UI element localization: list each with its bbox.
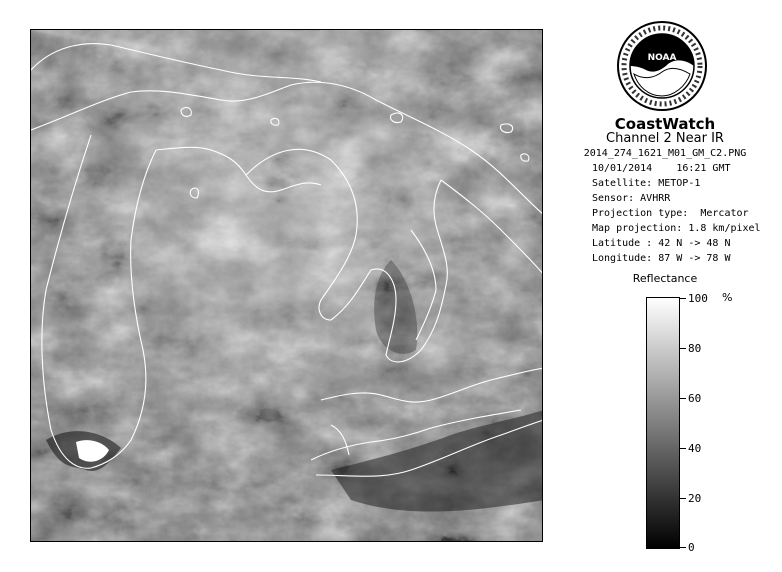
- logo-text: NOAA: [647, 53, 677, 63]
- channel-label: Channel 2 Near IR: [606, 131, 724, 146]
- satellite-map: [30, 29, 543, 542]
- legend-unit: %: [722, 291, 733, 304]
- info-panel: [560, 20, 770, 560]
- longitude-label: Longitude: 87 W -> 78 W: [592, 253, 731, 264]
- projection-type-label: Projection type: Mercator: [592, 208, 749, 219]
- legend-title: Reflectance: [632, 272, 698, 285]
- product-title: CoastWatch: [614, 115, 716, 133]
- date-label: 10/01/2014 16:21 GMT: [592, 163, 731, 174]
- colorbar-tick: [680, 398, 686, 399]
- latitude-label: Latitude : 42 N -> 48 N: [592, 238, 731, 249]
- colorbar-tick: [680, 348, 686, 349]
- colorbar-tick-label: 80: [688, 342, 702, 355]
- noaa-logo: [616, 20, 708, 112]
- colorbar-tick: [680, 298, 686, 299]
- satellite-label: Satellite: METOP-1: [592, 178, 701, 189]
- colorbar-tick-label: 60: [688, 392, 702, 405]
- reflectance-colorbar: [646, 297, 680, 549]
- map-projection-label: Map projection: 1.8 km/pixel: [592, 223, 761, 234]
- sensor-label: Sensor: AVHRR: [592, 193, 671, 204]
- colorbar-tick-label: 0: [688, 541, 695, 554]
- colorbar-tick: [680, 547, 686, 548]
- colorbar-tick-label: 40: [688, 442, 702, 455]
- reflectance-image: [31, 30, 543, 542]
- filename-label: 2014_274_1621_M01_GM_C2.PNG: [583, 148, 747, 159]
- colorbar-tick: [680, 498, 686, 499]
- colorbar-tick-label: 20: [688, 492, 702, 505]
- colorbar-tick: [680, 448, 686, 449]
- colorbar-tick-label: 100: [688, 292, 708, 305]
